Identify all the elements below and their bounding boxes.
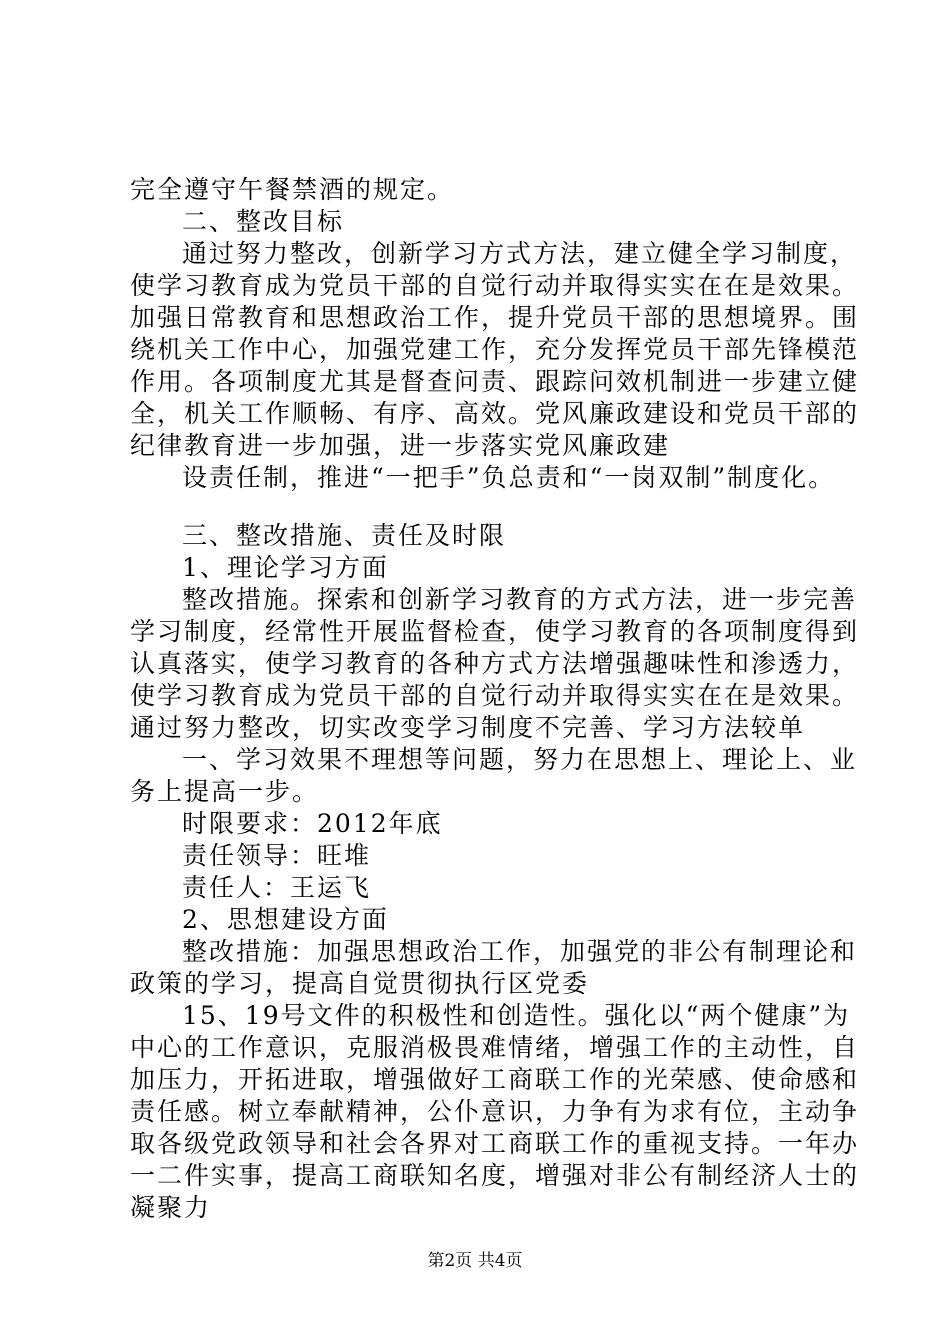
section-heading: 三、整改措施、责任及时限 bbox=[182, 521, 507, 550]
paragraph-line: 通过努力整改，创新学习方式方法，建立健全学习制度， bbox=[182, 239, 858, 268]
paragraph-gap bbox=[130, 494, 850, 520]
paragraph-line: 使学习教育成为党员干部的自觉行动并取得实实在在是效果。 bbox=[130, 681, 860, 710]
paragraph-line: 凝聚力 bbox=[130, 1193, 212, 1222]
paragraph-line: 设责任制，推进“一把手”负总责和“一岗双制”制度化。 bbox=[182, 463, 836, 492]
paragraph-line: 纪律教育进一步加强，进一步落实党风廉政建 bbox=[130, 431, 671, 460]
paragraph-line: 中心的工作意识，克服消极畏难情绪，增强工作的主动性，自 bbox=[130, 1033, 860, 1062]
paragraph-line: 加压力，开拓进取，增强做好工商联工作的光荣感、使命感和 bbox=[130, 1065, 860, 1094]
paragraph-line: 一二件实事，提高工商联知名度，增强对非公有制经济人士的 bbox=[130, 1161, 860, 1190]
paragraph-line: 整改措施：加强思想政治工作，加强党的非公有制理论和 bbox=[182, 937, 858, 966]
paragraph-line: 学习制度，经常性开展监督检查，使学习教育的各项制度得到 bbox=[130, 617, 860, 646]
paragraph-line: 取各级党政领导和社会各界对工商联工作的重视支持。一年办 bbox=[130, 1129, 860, 1158]
paragraph-line: 全，机关工作顺畅、有序、高效。党风廉政建设和党员干部的 bbox=[130, 399, 860, 428]
paragraph-line: 使学习教育成为党员干部的自觉行动并取得实实在在是效果。 bbox=[130, 271, 860, 300]
subsection-heading: 1、理论学习方面 bbox=[182, 553, 389, 582]
responsible-leader-line: 责任领导：旺堆 bbox=[182, 841, 372, 870]
paragraph-line: 责任感。树立奉献精神，公仆意识，力争有为求有位，主动争 bbox=[130, 1097, 860, 1126]
paragraph-line: 加强日常教育和思想政治工作，提升党员干部的思想境界。围 bbox=[130, 303, 860, 332]
paragraph-line: 作用。各项制度尤其是督查问责、跟踪问效机制进一步建立健 bbox=[130, 367, 860, 396]
paragraph-line: 15、19号文件的积极性和创造性。强化以“两个健康”为 bbox=[182, 1001, 851, 1030]
paragraph-line: 一、学习效果不理想等问题，努力在思想上、理论上、业 bbox=[182, 745, 858, 774]
section-heading: 二、整改目标 bbox=[182, 207, 345, 236]
deadline-line: 时限要求：2012年底 bbox=[182, 809, 443, 838]
page-number-footer: 第2页 共4页 bbox=[427, 1251, 523, 1271]
paragraph-line: 认真落实，使学习教育的各种方式方法增强趣味性和渗透力， bbox=[130, 649, 860, 678]
paragraph-line: 政策的学习，提高自觉贯彻执行区党委 bbox=[130, 969, 590, 998]
paragraph-line: 务上提高一步。 bbox=[130, 777, 320, 806]
paragraph-line: 完全遵守午餐禁酒的规定。 bbox=[130, 175, 455, 204]
subsection-heading: 2、思想建设方面 bbox=[182, 905, 389, 934]
paragraph-line: 绕机关工作中心，加强党建工作，充分发挥党员干部先锋模范 bbox=[130, 335, 860, 364]
responsible-person-line: 责任人：王运飞 bbox=[182, 873, 372, 902]
paragraph-line: 通过努力整改，切实改变学习制度不完善、学习方法较单 bbox=[130, 713, 806, 742]
document-body bbox=[130, 174, 860, 1224]
paragraph-line: 整改措施。探索和创新学习教育的方式方法，进一步完善 bbox=[182, 585, 858, 614]
